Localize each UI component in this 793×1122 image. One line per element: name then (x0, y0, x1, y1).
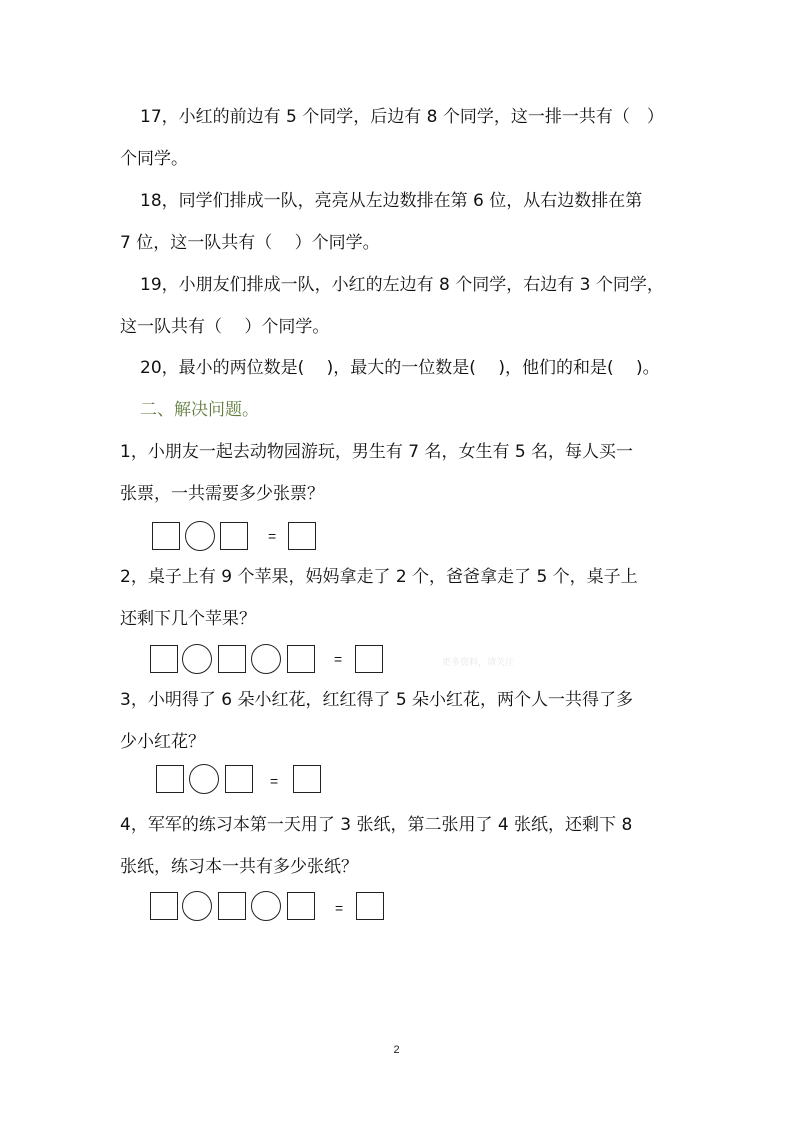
operator-circle[interactable] (251, 891, 281, 921)
equals-sign: = (335, 900, 344, 916)
problem-1-line2: 张票，一共需要多少张票？ (120, 484, 324, 504)
result-box[interactable] (355, 645, 383, 673)
answer-box[interactable] (287, 645, 315, 673)
answer-box[interactable] (152, 522, 180, 550)
page-number: 2 (393, 1044, 400, 1056)
problem-3-line1: 3，小明得了 6 朵小红花，红红得了 5 朵小红花，两个人一共得了多 (120, 690, 634, 710)
problem-4-line2: 张纸，练习本一共有多少张纸？ (120, 857, 358, 877)
result-box[interactable] (288, 522, 316, 550)
question-19-line1: 19，小朋友们排成一队，小红的左边有 8 个同学，右边有 3 个同学， (140, 275, 664, 295)
question-17-line2: 个同学。 (120, 149, 188, 169)
answer-box[interactable] (156, 765, 184, 793)
question-19-line2: 这一队共有（ ）个同学。 (120, 317, 330, 337)
problem-3-line2: 少小红花？ (120, 732, 205, 752)
answer-box[interactable] (218, 645, 246, 673)
watermark-text: 更多资料，请关注 (442, 658, 515, 668)
answer-box[interactable] (225, 765, 253, 793)
answer-box[interactable] (287, 892, 315, 920)
operator-circle[interactable] (182, 644, 212, 674)
question-20-line1: 20，最小的两位数是( )，最大的一位数是( )，他们的和是( )。 (140, 358, 660, 378)
section-title: 二、解决问题。 (140, 400, 259, 420)
operator-circle[interactable] (189, 764, 219, 794)
question-18-line2: 7 位，这一队共有（ ）个同学。 (120, 233, 380, 253)
answer-box[interactable] (150, 892, 178, 920)
problem-4-line1: 4，军军的练习本第一天用了 3 张纸，第二张用了 4 张纸，还剩下 8 (120, 815, 633, 835)
operator-circle[interactable] (251, 644, 281, 674)
problem-1-line1: 1，小朋友一起去动物园游玩，男生有 7 名，女生有 5 名，每人买一 (120, 442, 634, 462)
answer-box[interactable] (150, 645, 178, 673)
problem-2-line2: 还剩下几个苹果？ (120, 609, 256, 629)
problem-2-line1: 2，桌子上有 9 个苹果，妈妈拿走了 2 个，爸爸拿走了 5 个，桌子上 (120, 567, 638, 587)
operator-circle[interactable] (185, 521, 215, 551)
answer-box[interactable] (218, 892, 246, 920)
equals-sign: = (268, 528, 277, 544)
operator-circle[interactable] (182, 891, 212, 921)
equals-sign: = (270, 773, 279, 789)
answer-box[interactable] (220, 522, 248, 550)
result-box[interactable] (293, 765, 321, 793)
question-18-line1: 18，同学们排成一队，亮亮从左边数排在第 6 位，从右边数排在第 (140, 191, 643, 211)
equals-sign: = (334, 651, 343, 667)
result-box[interactable] (356, 892, 384, 920)
question-17-line1: 17，小红的前边有 5 个同学，后边有 8 个同学，这一排一共有（ ） (140, 107, 664, 127)
